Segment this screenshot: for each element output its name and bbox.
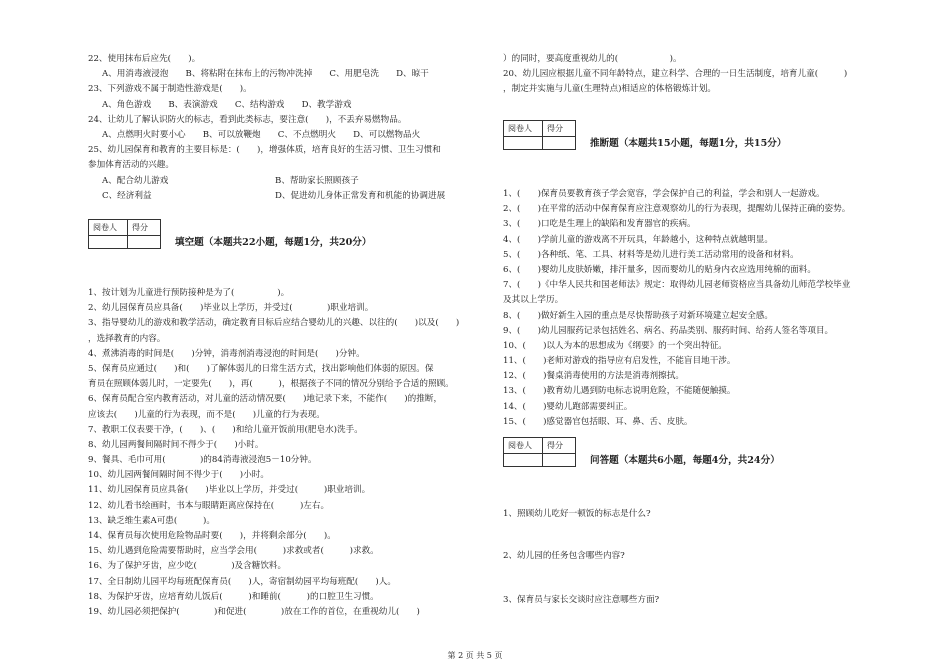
question-24-options: A、点燃明火时要小心 B、可以放鞭炮 C、不点燃明火 D、可以燃物品火	[102, 129, 421, 140]
question-line: 14、保育员每次使用危险物品时要( )，并将剩余部分( )。	[88, 531, 336, 541]
question-line: 17、全日制幼儿园平均每班配保育员( )人，寄宿制幼园平均每班配( )人。	[88, 576, 396, 587]
option-b: B、帮助家长照顾孩子	[275, 175, 359, 186]
question-24: 24、让幼儿了解认识防火的标志，看到此类标志，要注意( )，不丢弃易燃物品。	[88, 114, 407, 125]
section-title: 推断题（本题共15小题，每题1分，共15分）	[590, 138, 787, 149]
section-title: 问答题（本题共6小题，每题4分，共24分）	[590, 455, 780, 466]
question-line: 应该去( )儿童的行为表现，而不是( )儿童的行为表现。	[88, 409, 325, 420]
score-box-cell	[504, 137, 543, 150]
question-25-options-cd	[88, 189, 445, 204]
score-box-reviewer: 阅卷人	[504, 438, 543, 454]
question-line: 2、幼儿园保育员应具备( )毕业以上学历，并受过( )职业培训。	[88, 303, 374, 314]
score-box-reviewer: 阅卷人	[504, 121, 543, 137]
question-line: 1、按计划为儿童进行预防接种是为了( )。	[88, 288, 290, 298]
qa-question-3: 3、保育员与家长交谈时应注意哪些方面?	[503, 595, 660, 605]
score-box-cell	[128, 236, 161, 249]
score-box-cell	[504, 454, 543, 467]
fill-section-header	[88, 219, 371, 250]
question-line: 7、( )《中华人民共和国老师法》规定：取得幼儿园老师资格应当具备幼儿师范学校毕业	[503, 280, 851, 291]
judge-section-header	[503, 120, 786, 151]
qa-question-1: 1、照顾幼儿吃好一顿饭的标志是什么?	[503, 509, 651, 519]
question-25-options-ab	[88, 174, 445, 189]
question-line: 5、保育员应通过( )和( )了解体弱儿的日常生活方式，找出影响他们体弱的原因。保	[88, 363, 434, 374]
question-23: 23、下列游戏不属于制造性游戏是( )。	[88, 84, 252, 95]
question-line: 8、( )做好新生入园的重点是尽快帮助孩子对新环境建立起安全感。	[503, 310, 773, 321]
score-box-score: 得分	[543, 121, 576, 137]
question-line: 13、缺乏维生素A可患( )。	[88, 515, 215, 526]
question-line: 11、幼儿园保育员应具备( )毕业以上学历，并受过( )职业培训。	[88, 485, 371, 496]
question-22: 22、使用抹布后应先( )。	[88, 54, 201, 64]
question-line: 7、教职工仪表要干净，( )、( )和给儿童开饭前用(肥皂水)洗手。	[88, 424, 363, 435]
question-line: 18、为保护牙齿，应培育幼儿饭后( )和睡前( )的口腔卫生习惯。	[88, 591, 379, 602]
question-line: 1、( )保育员要教育孩子学会宽容，学会保护自己的利益，学会和别人一起游戏。	[503, 189, 825, 199]
score-box-cell	[89, 236, 128, 249]
question-line: 9、( )幼儿园服药记录包括姓名、病名、药品类别、服药时间、给药人签名等项目。	[503, 325, 834, 336]
question-line: 育员在照顾体弱儿时，一定要先( )，再( )，根据孩子不同的情况分别给予合适的照顾。	[88, 379, 454, 390]
score-box-cell	[543, 137, 576, 150]
qa-section-header	[503, 437, 780, 468]
question-line: 及其以上学历。	[503, 295, 564, 306]
question-20: 20、幼儿园应根据儿童不同年龄特点，建立科学、合理的一日生活制度，培育儿童( )	[503, 69, 848, 80]
question-line: 3、( )口吃是生理上的缺陷和发育器官的疾病。	[503, 219, 696, 230]
question-line: 15、( )感觉器官包括眼、耳、鼻、舌、皮肤。	[503, 416, 693, 427]
question-20-cont: ，制定并实施与儿童(生理特点)相适应的体格锻炼计划。	[503, 84, 716, 95]
qa-question-2: 2、幼儿园的任务包含哪些内容?	[503, 551, 625, 561]
question-line: 12、幼儿看书绘画时，书本与眼睛距离应保持在( )左右。	[88, 500, 330, 511]
score-box-score: 得分	[543, 438, 576, 454]
score-box-score: 得分	[128, 220, 161, 236]
question-line: 14、( )婴幼儿跑部需要纠正。	[503, 401, 633, 412]
score-box	[88, 219, 161, 249]
score-box	[503, 120, 576, 150]
right-top-text	[503, 52, 847, 98]
question-line: 6、保育员配合室内教育活动，对儿童的活动情况要( )地记录下来，不能作( )的推断，	[88, 394, 443, 405]
question-line: 16、为了保护牙齿，应少吃( )及含糖饮料。	[88, 561, 287, 572]
question-25-cont: 参加体育活动的兴趣。	[88, 160, 174, 171]
question-line: 2、( )在平常的活动中保育保育应注意观察幼儿的行为表现，提醒幼儿保持正确的姿势。	[503, 204, 851, 215]
option-c: C、经济利益	[102, 190, 152, 201]
question-25: 25、幼儿园保育和教育的主要目标是：( )，增强体质，培育良好的生活习惯、卫生习惯和	[88, 145, 441, 156]
question-line: 9、餐具、毛巾可用( )的84消毒液浸泡5－10分钟。	[88, 455, 317, 466]
page-footer: 第 2 页 共 5 页	[447, 651, 503, 660]
question-line: 12、( )餐桌消毒使用的方法是消毒剂擦拭。	[503, 371, 684, 382]
question-line: ，选择教育的内容。	[88, 333, 166, 344]
question-line: 11、( )老师对游戏的指导应有启发性，不能盲目地干涉。	[503, 356, 736, 367]
question-line: 6、( )婴幼儿皮肤娇嫩，排汗量多，因而婴幼儿的贴身内衣应选用纯棉的面料。	[503, 264, 816, 275]
fill-questions	[88, 286, 459, 620]
question-23-options: A、角色游戏 B、表演游戏 C、结构游戏 D、教学游戏	[102, 99, 352, 110]
score-box-reviewer: 阅卷人	[89, 220, 128, 236]
question-line: 3、指导婴幼儿的游戏和教学活动，确定教育目标后应结合婴幼儿的兴趣、以往的( )以及( )	[88, 318, 460, 329]
question-line: 10、幼儿园两餐间隔时间不得少于( )小时。	[88, 470, 269, 481]
question-line: 8、幼儿园两餐间隔时间不得少于( )小时。	[88, 439, 264, 450]
question-line: 4、煮沸消毒的时间是( )分钟，消毒剂消毒浸泡的时间是( )分钟。	[88, 348, 365, 359]
question-22-options: A、用消毒液浸泡 B、将粘附在抹布上的污物冲洗掉 C、用肥皂洗 D、晾干	[102, 69, 429, 80]
score-box	[503, 437, 576, 467]
judge-questions	[503, 187, 850, 430]
section-title: 填空题（本题共22小题，每题1分，共20分）	[175, 237, 372, 248]
question-line: 13、( )教育幼儿遇到防电标志说明危险，不能随便触摸。	[503, 386, 736, 397]
question-line: 10、( )以人为本的思想成为《纲要》的一个突出特征。	[503, 340, 727, 351]
question-line: 15、幼儿遇到危险需要帮助时，应当学会用( )求救或者( )求救。	[88, 546, 379, 557]
question-line: 4、( )学前儿童的游戏离不开玩具，年龄越小，这种特点就越明显。	[503, 234, 773, 245]
question-19-cont: ）的同时，要高度重视幼儿的( )。	[503, 54, 682, 64]
option-d: D、促进幼儿身体正常发育和机能的协调进展	[275, 190, 446, 201]
question-line: 19、幼儿园必须把保护( )和促进( )放在工作的首位，在重视幼儿( )	[88, 606, 420, 617]
choice-questions	[88, 52, 445, 204]
question-line: 5、( )各种纸、笔、工具、材料等是幼儿进行美工活动常用的设备和材料。	[503, 249, 799, 260]
score-box-cell	[543, 454, 576, 467]
option-a: A、配合幼儿游戏	[102, 175, 169, 186]
